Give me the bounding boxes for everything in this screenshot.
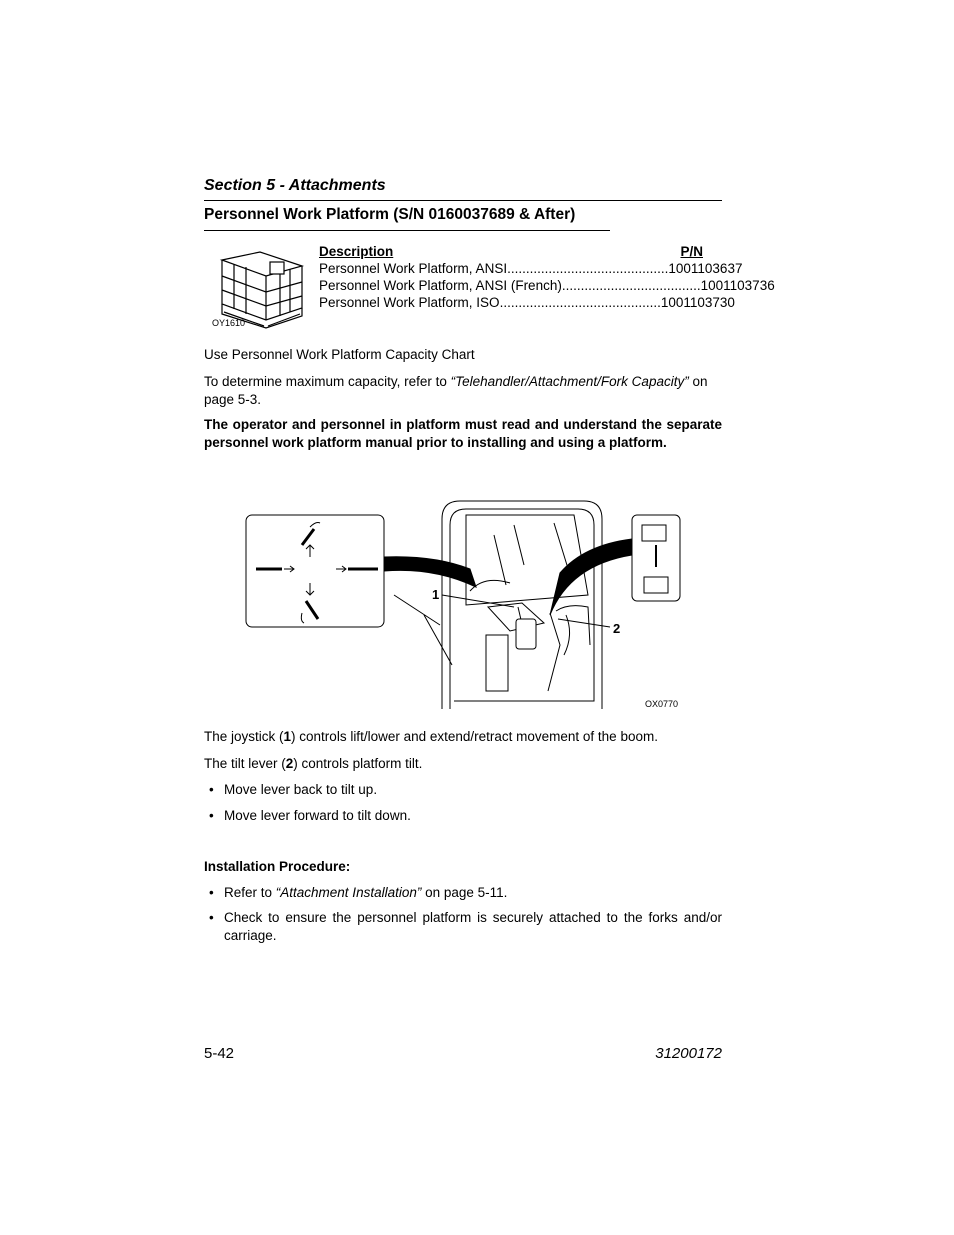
document-number: 31200172 (655, 1045, 722, 1062)
part-number: 1001103637 (668, 261, 743, 276)
parts-table (319, 243, 775, 311)
list-item (204, 909, 722, 945)
pn-column-header: P/N (680, 244, 703, 259)
warning-paragraph: The operator and personnel in platform must read and understand the separate personnel work platform manual prior to installing and using a platform. (204, 417, 722, 450)
callout-tilt-lever: 2 (613, 621, 621, 636)
bullet-icon: • (209, 808, 214, 823)
page-heading: Personnel Work Platform (S/N 0160037689 & After) (204, 206, 576, 223)
table-row (319, 277, 775, 294)
thumbnail-code: OY1610 (212, 318, 246, 328)
callout-joystick: 1 (432, 587, 440, 602)
part-number: 1001103730 (660, 295, 735, 310)
bullet-text: Refer to (224, 885, 276, 900)
bullet-icon: • (209, 910, 214, 925)
leader-dots: ........................................... (507, 261, 669, 276)
cab-controls-illustration (244, 495, 684, 715)
list-item (204, 807, 722, 825)
list-item (204, 781, 722, 799)
paragraph-text: on page 5-3. (204, 374, 708, 407)
bullet-text: Check to ensure the personnel platform is securely attached to the forks and/or carriage. (224, 910, 722, 943)
bullet-text: on page 5-11. (421, 885, 508, 900)
figure-code: OX0770 (645, 699, 679, 709)
joystick-description (204, 728, 722, 746)
part-description: Personnel Work Platform, ISO (319, 295, 500, 310)
description-column-header: Description (319, 244, 394, 259)
paragraph-text: To determine maximum capacity, refer to (204, 374, 451, 389)
heading-underline (204, 230, 610, 231)
attachment-installation-link[interactable]: “Attachment Installation” (275, 885, 422, 900)
section-rule (204, 200, 722, 201)
part-number: 1001103736 (700, 278, 775, 293)
list-item (204, 884, 722, 902)
capacity-reference-paragraph (204, 373, 722, 409)
paragraph-text: ) controls lift/lower and extend/retract movement of the boom. (291, 729, 658, 744)
leader-dots: ........................................... (499, 295, 661, 310)
parts-table-header (319, 243, 719, 260)
tilt-lever-number: 2 (285, 756, 294, 771)
installation-heading: Installation Procedure: (204, 859, 351, 874)
page-number: 5-42 (204, 1045, 235, 1062)
part-description: Personnel Work Platform, ANSI (319, 261, 508, 276)
table-row (319, 294, 735, 311)
bullet-text: Move lever back to tilt up. (224, 782, 378, 797)
bullet-icon: • (209, 885, 214, 900)
capacity-chart-note: Use Personnel Work Platform Capacity Chart (204, 347, 475, 362)
section-title: Section 5 - Attachments (204, 177, 386, 194)
paragraph-text: The tilt lever ( (204, 756, 286, 771)
bullet-text: Move lever forward to tilt down. (224, 808, 411, 823)
leader-dots: ..................................... (561, 278, 701, 293)
table-row (319, 260, 743, 277)
tilt-lever-description (204, 755, 722, 773)
capacity-reference-link[interactable]: “Telehandler/Attachment/Fork Capacity” (450, 374, 689, 389)
bullet-icon: • (209, 782, 214, 797)
paragraph-text: The joystick ( (204, 729, 284, 744)
joystick-number: 1 (283, 729, 292, 744)
paragraph-text: ) controls platform tilt. (293, 756, 423, 771)
part-description: Personnel Work Platform, ANSI (French) (319, 278, 562, 293)
